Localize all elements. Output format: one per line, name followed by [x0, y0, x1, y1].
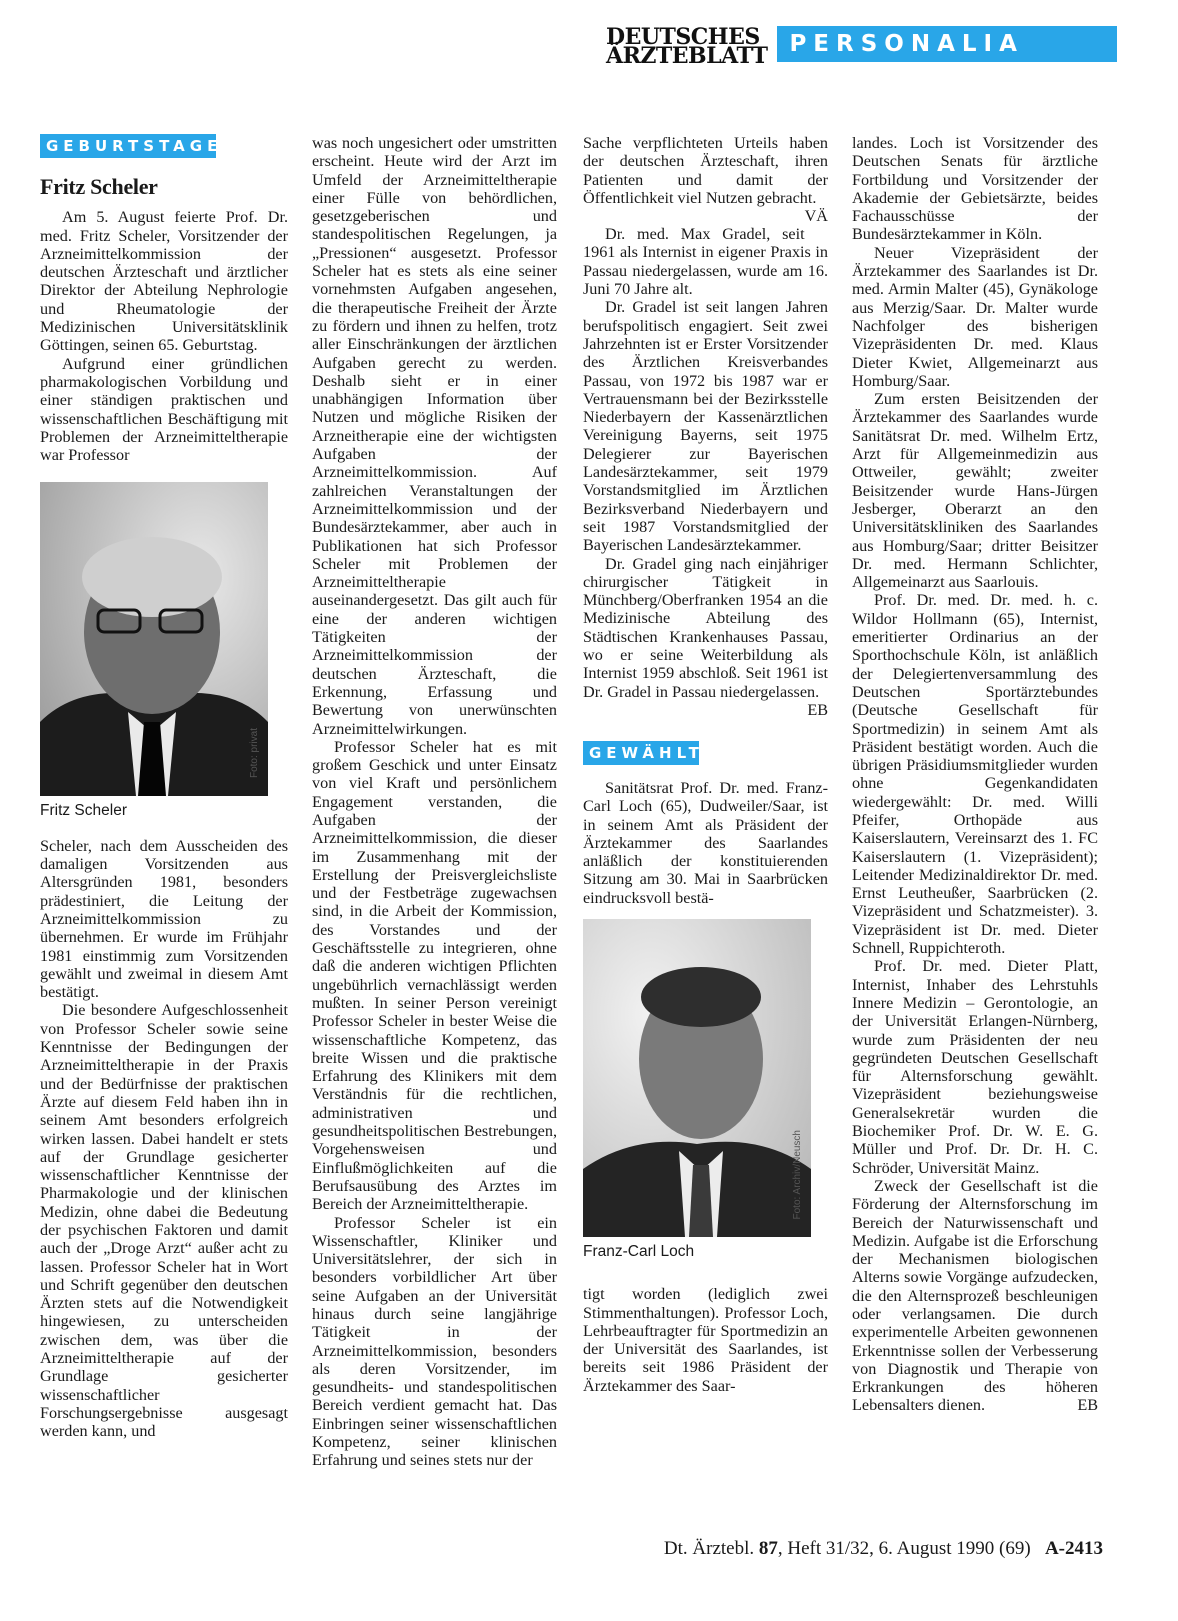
paragraph: Am 5. August feierte Prof. Dr. med. Fritz Scheler, Vorsitzender der Arzneimittelkommission der deutschen Ärzteschaft und ärztlicher Direktor der Abteilung Nephrologie und Rheumatologie der Medizinischen Universitätsklinik Göttingen, seinen 65. Geburtstag.: [40, 208, 288, 355]
portrait-photo-scheler: [40, 482, 268, 796]
author-signature: VÄ: [804, 207, 828, 226]
paragraph: Scheler, nach dem Ausscheiden des damaligen Vorsitzenden aus Altersgründen 1981, besonders prädestiniert, die Leitung der Arzneimittelkommission zu übernehmen. Er wurde im Frühjahr 1981 einstimmig zum Vorsitzenden gewählt und zweimal in diesem Amt bestätigt.: [40, 836, 288, 1002]
portrait-image: [583, 919, 811, 1237]
paragraph: Aufgrund einer gründlichen pharmakologischen Vorbildung und einer ständigen praktischen und wissenschaftlichen Beschäftigung mit Problemen der Arzneimitteltherapie war Professor: [40, 354, 288, 465]
footer-volume: 87: [758, 1538, 778, 1559]
paragraph: [583, 134, 828, 226]
photo-credit: Foto: Archiv/Neusch: [791, 1129, 803, 1219]
masthead: [606, 26, 1146, 72]
paragraph: Dr. Gradel ist seit langen Jahren berufspolitisch engagiert. Seit zwei Jahrzehnten ist er Erster Vorsitzender des Ärztlichen Kreisverbandes Passau, von 1972 bis 1987 war er Vertrauensmann bei der Bezirksstelle Niederbayern der Kassenärztlichen Vereinigung Bayerns, seit 1975 Delegierer zur Bayerischen Landesärztekammer, seit 1979 Vorstandsmitglied im Ärztlichen Bezirksverband Niederbayern und seit 1987 Vorstandsmitglied der Bayerischen Landesärztekammer.: [583, 298, 828, 555]
column-3: [583, 134, 828, 1395]
paragraph: Professor Scheler hat es mit großem Geschick und unter Einsatz von viel Kraft und persönlichem Engagement verstanden, die Aufgaben der Arzneimittelkommission, die dieser im Zusammenhang mit der Erstellung der Preisvergleichsliste und der Festbeträge zugewachsen sind, in die Arbeit der Kommission, des Vorstandes und der Geschäftsstelle zu integrieren, ohne daß die anderen wichtigen Pflichten ungebührlich vernachlässigt werden mußten. In seiner Person vereinigt Professor Scheler in bester Weise die wissenschaftliche Kompetenz, das breite Wissen und die praktische Erfahrung des Klinikers mit dem Verständnis für die rechtlichen, administrativen und gesundheitspolitischen Bestrebungen, Vorgehensweisen und Einflußmöglichkeiten auf die Berufsausübung des Arztes im Bereich der Arzneimitteltherapie.: [312, 737, 557, 1214]
column-1: [40, 134, 288, 1441]
paragraph-text: Sache verpflichteten Urteils haben der deutschen Ärzteschaft, ihren Patienten und damit der Öffentlichkeit viel Nutzen gebracht.: [583, 134, 828, 207]
column-2: [312, 134, 557, 1470]
paragraph: Prof. Dr. med. Dieter Platt, Internist, Inhaber des Lehrstuhls Innere Medizin – Gerontologie, an der Universität Erlangen-Nürnberg, wurde zum Präsidenten der neu gegründeten Deutschen Gesellschaft für Alternsforschung gewählt. Vizepräsident beziehungsweise Generalsekretär wurden die Biochemiker Prof. Dr. W. E. G. Müller und Prof. Dr. Dr. H. C. Schröder, Universität Mainz.: [852, 957, 1098, 1177]
rubric-gewaehlt: GEWÄHLT: [583, 741, 699, 765]
photo-caption: Franz-Carl Loch: [583, 1242, 695, 1260]
portrait-photo-loch: [583, 919, 811, 1237]
paragraph: [852, 1177, 1098, 1415]
photo-credit: Foto: privat: [248, 728, 260, 779]
section-banner: PERSONALIA: [777, 26, 1117, 62]
paragraph: Sanitätsrat Prof. Dr. med. Franz-Carl Loch (65), Dudweiler/Saar, ist in seinem Amt als Präsident der Ärztekammer des Saarlandes anläßlich der konstituierenden Sitzung am 30. Mai in Saarbrücken eindrucksvoll bestä-: [583, 778, 828, 907]
paragraph: Die besondere Aufgeschlossenheit von Professor Scheler sowie seine Kenntnisse der Bedingungen der Arzneimitteltherapie in der Praxis und der Bedürfnisse der praktischen Ärzte auf diesem Feld haben ihn in seinem Amt besonders erfolgreich wirken lassen. Dabei handelt er stets auf der Grundlage gesicherter wissenschaftlicher Kenntnisse der Pharmakologie und der klinischen Medizin, ohne dabei die Bedeutung der psychischen Faktoren und damit auch der „Droge Arzt“ außer acht zu lassen. Professor Scheler hat in Wort und Schrift gegenüber den deutschen Ärzten stets auf die Notwendigkeit hingewiesen, zu unterscheiden zwischen dem, was über die Arzneimitteltherapie auf der Grundlage gesicherter wissenschaftlicher Forschungsergebnisse ausgesagt werden kann, und: [40, 1001, 288, 1441]
logo-line-2: ÄRZTEBLATT: [606, 43, 768, 69]
paragraph-text: Zweck der Gesellschaft ist die Förderung der Alternsforschung im Bereich der Naturwissenschaft und Medizin. Aufgabe ist die Erforschung der Mechanismen biologischen Alterns sowie Vorgänge aufzudecken, die den Alternsprozeß beschleunigen oder verlangsamen. Die durch experimentelle Arbeiten gewonnenen Erkenntnisse sollen der Verbesserung von Diagnostik und Therapie von Erkrankungen des höheren Lebensalters dienen.: [852, 1176, 1098, 1415]
footer-page-number: A-2413: [1044, 1538, 1103, 1559]
paragraph: landes. Loch ist Vorsitzender des Deutschen Senats für ärztliche Fortbildung und Vorsitzender der Akademie der Gebietsärzte, beides Fachausschüsse der Bundesärztekammer in Köln.: [852, 134, 1098, 244]
footer-issue: , Heft 31/32, 6. August 1990 (69): [777, 1538, 1031, 1559]
author-signature: EB: [807, 700, 828, 719]
logo-line-1: DEUTSCHES: [606, 24, 760, 50]
portrait-image: [40, 482, 268, 796]
paragraph: Zum ersten Beisitzenden der Ärztekammer des Saarlandes wurde Sanitätsrat Dr. med. Wilhelm Ertz, Arzt für Allgemeinmedizin aus Ottweiler, gewählt; zweiter Beisitzender wurde Hans-Jürgen Jesberger, Oberarzt an den Universitätskliniken des Saarlandes aus Homburg/Saar; dritter Beisitzer Dr. med. Hermann Schlichter, Allgemeinarzt aus Saarlouis.: [852, 390, 1098, 592]
paragraph: Prof. Dr. med. Dr. med. h. c. Wildor Hollmann (65), Internist, emeritierter Ordinarius an der Sporthochschule Köln, ist anläßlich der Delegiertenversammlung des Deutschen Sportärztebundes (Deutsche Gesellschaft für Sportmedizin) in seinem Amt als Präsident bestätigt worden. Auch die übrigen Präsidiumsmitglieder wurden ohne Gegenkandidaten wiedergewählt: Dr. med. Willi Pfeifer, Orthopäde aus Kaiserslautern, Vereinsarzt des 1. FC Kaiserslautern (1. Vizepräsident); Leitender Medizinaldirektor Dr. med. Ernst Leutheußer, Saarbrücken (2. Vizepräsident und Schatzmeister). 3. Vizepräsident ist Dr. med. Dieter Schnell, Ruppichteroth.: [852, 591, 1098, 958]
paragraph-text: Dr. Gradel ging nach einjähriger chirurgischer Tätigkeit in Münchberg/Oberfranken 1954 an die Medizinische Abteilung des Städtischen Krankenhauses Passau, wo er seine Weiterbildung als Internist 1959 abschloß. Seit 1961 ist Dr. Gradel in Passau niedergelassen.: [583, 554, 828, 701]
page-footer: [583, 1538, 1103, 1560]
column-4: [852, 134, 1098, 1415]
paragraph: Dr. med. Max Gradel, seit 1961 als Internist in eigener Praxis in Passau niedergelassen, wurde am 16. Juni 70 Jahre alt.: [583, 225, 828, 299]
rubric-geburtstage: GEBURTSTAGE: [40, 134, 216, 158]
paragraph: [583, 554, 828, 719]
photo-caption: Fritz Scheler: [40, 802, 127, 820]
paragraph: tigt worden (lediglich zwei Stimmenthaltungen). Professor Loch, Lehrbeauftragter für Sportmedizin an der Universität des Saarlandes, ist bereits seit 1986 Präsident der Ärztekammer des Saar-: [583, 1285, 828, 1395]
paragraph: Professor Scheler ist ein Wissenschaftler, Kliniker und Universitätslehrer, der sich in besonders vorbildlicher Art über seine Aufgaben an der Universität hinaus durch seine langjährige Tätigkeit in der Arzneimittelkommission, besonders als deren Vorsitzender, im gesundheits- und standespolitischen Bereich verdient gemacht hat. Das Einbringen seiner wissenschaftlichen Kompetenz, seiner klinischen Erfahrung und seines stets nur der: [312, 1213, 557, 1470]
footer-journal: Dt. Ärztebl.: [663, 1538, 755, 1559]
article-headline: Fritz Scheler: [40, 174, 158, 199]
journal-logo: [606, 24, 768, 69]
paragraph: was noch ungesichert oder umstritten erscheint. Heute wird der Arzt im Umfeld der Arzneimitteltherapie einer Fülle von behördlichen, gesetzgeberischen und standespolitischen Regelungen, ja „Pressionen“ ausgesetzt. Professor Scheler hat es stets als eine seiner vornehmsten Aufgaben angesehen, die therapeutische Freiheit der Ärzte zu fördern und ihnen zu helfen, trotz aller Einschränkungen der ärztlichen Aufgaben gerecht zu werden. Deshalb sieht er in einer unabhängigen Information über Nutzen und mögliche Risiken der Arzneitherapie eine der wichtigsten Aufgaben der Arzneimittelkommission. Auf zahlreichen Veranstaltungen der Arzneimittelkommission und der Bundesärztekammer, aber auch in Publikationen hat sich Professor Scheler mit Problemen der Arzneimitteltherapie auseinandergesetzt. Das gilt auch für eine der anderen wichtigen Tätigkeiten der Arzneimittelkommission der deutschen Ärzteschaft, die Erkennung, Erfassung und Bewertung von unerwünschten Arzneimittelwirkungen.: [312, 134, 557, 738]
paragraph: Neuer Vizepräsident der Ärztekammer des Saarlandes ist Dr. med. Armin Malter (45), Gynäkologe aus Merzig/Saar. Dr. Malter wurde Nachfolger des bisherigen Vizepräsidenten Dr. med. Klaus Dieter Kwiet, Allgemeinarzt aus Homburg/Saar.: [852, 243, 1098, 390]
author-signature: EB: [1077, 1396, 1098, 1415]
